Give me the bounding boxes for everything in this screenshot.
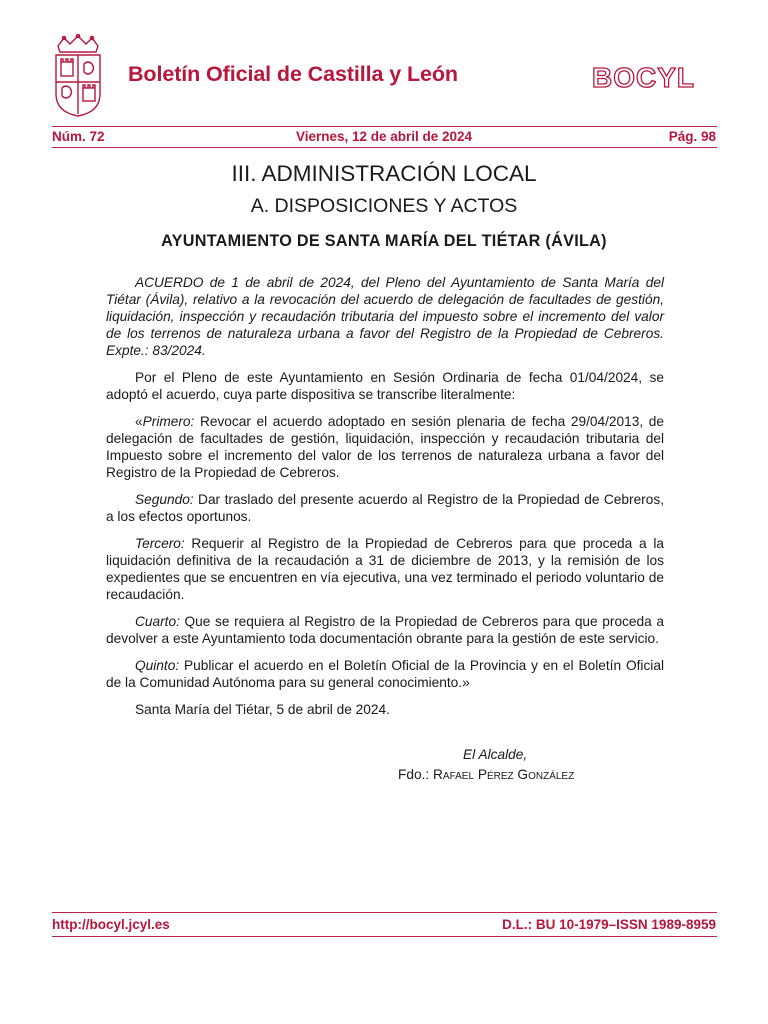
clause-label: Quinto: [135,658,180,673]
bulletin-title: Boletín Oficial de Castilla y León [128,62,458,86]
footer-rule [52,912,717,913]
section-subtitle: A. DISPOSICIONES Y ACTOS [250,195,518,217]
entity-heading: AYUNTAMIENTO DE SANTA MARÍA DEL TIÉTAR (ÁVILA) [161,232,607,250]
page-number: Pág. 98 [668,129,716,144]
header-rule-top [52,126,717,127]
footer-rule-bottom [52,936,717,937]
issue-date: Viernes, 12 de abril de 2024 [295,129,473,144]
document-body [106,274,664,718]
clause-quinto: Quinto: Publicar el acuerdo en el Boletín Oficial de la Provincia y en el Boletín Oficial de la Comunidad Autónoma para su general conocimiento.» [106,658,664,690]
clause-label: Segundo: [135,492,194,507]
signer-line: Fdo.: Rafael Pérez González [398,767,575,782]
issue-number: Núm. 72 [52,129,105,144]
bocyl-logo [592,62,718,92]
footer-legal: D.L.: BU 10-1979–ISSN 1989-8959 [502,917,716,932]
footer-url-link[interactable]: http://bocyl.jcyl.es [52,917,170,932]
intro-paragraph: Por el Pleno de este Ayuntamiento en Sesión Ordinaria de fecha 01/04/2024, se adoptó el acuerdo, cuya parte dispositiva se transcribe literalmente: [106,370,664,402]
clause-tercero: Tercero: Requerir al Registro de la Propiedad de Cebreros para que proceda a la liquidación definitiva de la recaudación a 31 de diciembre de 2013, y la remisión de los expedientes que se encuentren en vía ejecutiva, una vez terminado el periodo voluntario de recaudación. [106,536,664,602]
clause-label: Tercero: [135,536,185,551]
svg-text:BOCYL: BOCYL [592,62,695,92]
place-date: Santa María del Tiétar, 5 de abril de 2024. [135,702,390,717]
header-rule-bottom [52,147,717,148]
clause-label: Cuarto: [135,614,180,629]
clause-cuarto: Cuarto: Que se requiera al Registro de la Propiedad de Cebreros para que proceda a devolver a este Ayuntamiento toda documentación obrante para la gestión de este servicio. [106,614,664,646]
clause-primero: «Primero: Revocar el acuerdo adoptado en sesión plenaria de fecha 29/04/2013, de delegación de facultades de gestión, liquidación, inspección y recaudación tributaria del Impuesto sobre el incremento del valor de los terrenos de naturaleza urbana a favor del Registro de la Propiedad de Cebreros. [106,414,664,480]
signer-name: Rafael Pérez González [433,767,575,782]
summary-paragraph: ACUERDO de 1 de abril de 2024, del Pleno del Ayuntamiento de Santa María del Tiétar (Ávila), relativo a la revocación del acuerdo de delegación de facultades de gestión, liquidación, inspección y recaudación tributaria del impuesto sobre el incremento del valor de los terrenos de naturaleza urbana a favor del Registro de la Propiedad de Cebreros. Expte.: 83/2024. [106,275,664,358]
signer-role: El Alcalde, [463,747,528,762]
coat-of-arms-logo [50,34,106,118]
section-title: III. ADMINISTRACIÓN LOCAL [231,161,537,186]
clause-segundo: Segundo: Dar traslado del presente acuerdo al Registro de la Propiedad de Cebreros, a los efectos oportunos. [106,492,664,524]
clause-label: Primero: [142,414,195,429]
